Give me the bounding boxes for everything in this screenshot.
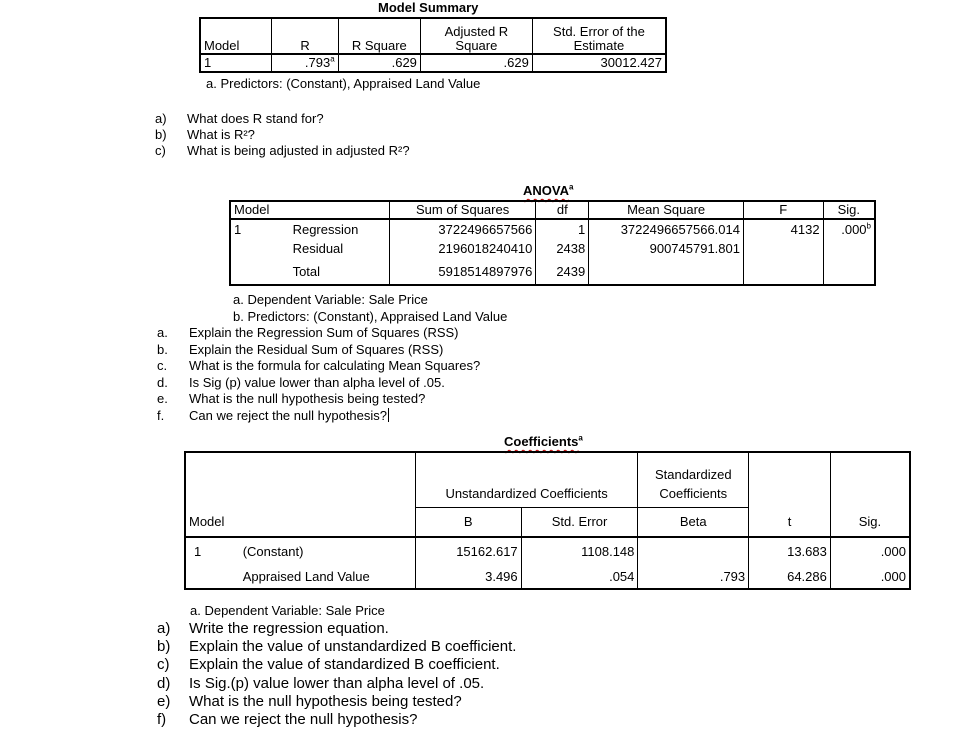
coef-cell-b: 15162.617	[415, 537, 521, 565]
ms-header-r: R	[272, 18, 338, 54]
model-summary-title: Model Summary	[378, 0, 479, 15]
ms-cell-r-square: .629	[338, 54, 420, 72]
ms-cell-std-error: 30012.427	[600, 55, 662, 70]
coef-header-b: B	[415, 507, 521, 537]
anova-cell-model: 1	[234, 221, 242, 237]
coef-cell-t: 13.683	[749, 537, 831, 565]
coef-header-std-error: Std. Error	[521, 507, 638, 537]
coef-cell-b: 3.496	[415, 565, 521, 589]
ms-header-std-line1: Std. Error of the	[553, 24, 645, 39]
coef-row-appraised	[185, 565, 910, 589]
anova-table	[229, 200, 876, 286]
ms-header-std-error	[532, 18, 666, 54]
coef-cell-name: (Constant)	[240, 537, 416, 565]
coef-cell-t: 64.286	[749, 565, 831, 589]
anova-cell-ss: 5918514897976	[389, 259, 536, 285]
anova-cell-df: 2439	[536, 259, 589, 285]
anova-header-ms: Mean Square	[589, 201, 744, 219]
ms-footnote: a. Predictors: (Constant), Appraised Land Value	[206, 76, 481, 91]
ms-header-std-line2: Estimate	[573, 38, 625, 53]
coef-cell-std-error: .054	[521, 565, 638, 589]
coef-cell-model: 1	[194, 543, 202, 559]
ms-cell-r: .793$^a$	[272, 54, 338, 72]
coefficients-table	[184, 451, 911, 590]
anova-cell-ss: 2196018240410	[389, 239, 536, 259]
ms-row	[200, 54, 666, 72]
coef-header-standardized-2: Coefficients	[638, 482, 749, 507]
anova-cell-ss: 3722496657566	[389, 219, 536, 239]
coef-header-t: t	[749, 507, 831, 537]
coef-cell-beta: .793	[638, 565, 749, 589]
ms-cell-model: 1	[200, 54, 272, 72]
anova-title: ANOVA$^a$	[523, 182, 574, 198]
ms-cell-adj-r-square: .629	[420, 54, 532, 72]
ms-header-adj-r-square	[420, 18, 532, 54]
anova-header-model: Model	[230, 201, 389, 219]
ms-header-adj-line2: Square	[455, 38, 498, 53]
coef-header-sig: Sig.	[858, 513, 882, 529]
coef-cell-sig: .000	[880, 568, 906, 584]
anova-row-total	[230, 259, 875, 285]
text-cursor	[388, 408, 389, 422]
anova-row-residual	[230, 239, 875, 259]
anova-cell-name: Regression	[290, 219, 390, 239]
anova-cell-df: 1	[536, 219, 589, 239]
anova-cell-ms: 900745791.801	[589, 239, 744, 259]
coef-header-unstandardized: Unstandardized Coefficients	[415, 482, 638, 507]
coef-cell-name: Appraised Land Value	[240, 565, 416, 589]
ms-cell-r-sup: a	[330, 54, 335, 64]
anova-footnote-a: a. Dependent Variable: Sale Price	[233, 292, 428, 307]
coef-header-standardized-1: Standardized	[638, 452, 749, 482]
ms-header-model: Model	[200, 18, 272, 54]
anova-cell-name: Residual	[290, 239, 390, 259]
anova-header-df: df	[536, 201, 589, 219]
anova-footnote-b: b. Predictors: (Constant), Appraised Land Value	[233, 309, 508, 324]
ms-header-r-square: R Square	[338, 18, 420, 54]
anova-cell-ms: 3722496657566.014	[589, 219, 744, 239]
coef-cell-std-error: 1108.148	[521, 537, 638, 565]
coef-header-beta: Beta	[638, 507, 749, 537]
anova-row-regression	[230, 219, 875, 239]
coef-header-model: Model	[185, 507, 415, 537]
coef-cell-beta	[638, 537, 749, 565]
ms-header-adj-line1: Adjusted R	[444, 24, 509, 39]
model-summary-table	[199, 17, 667, 73]
anova-cell-name: Total	[290, 259, 390, 285]
coef-cell-sig: .000	[880, 543, 906, 559]
anova-cell-f: 4132	[743, 219, 823, 239]
coef-row-constant	[185, 537, 910, 565]
coef-footnote: a. Dependent Variable: Sale Price	[190, 603, 385, 618]
anova-header-f: F	[743, 201, 823, 219]
coefficients-title: Coefficients$^a$	[504, 433, 583, 449]
anova-header-sig: Sig.	[837, 202, 860, 217]
anova-header-ss: Sum of Squares	[389, 201, 536, 219]
anova-cell-sig: .000$^b$	[841, 221, 871, 237]
anova-cell-df: 2438	[536, 239, 589, 259]
